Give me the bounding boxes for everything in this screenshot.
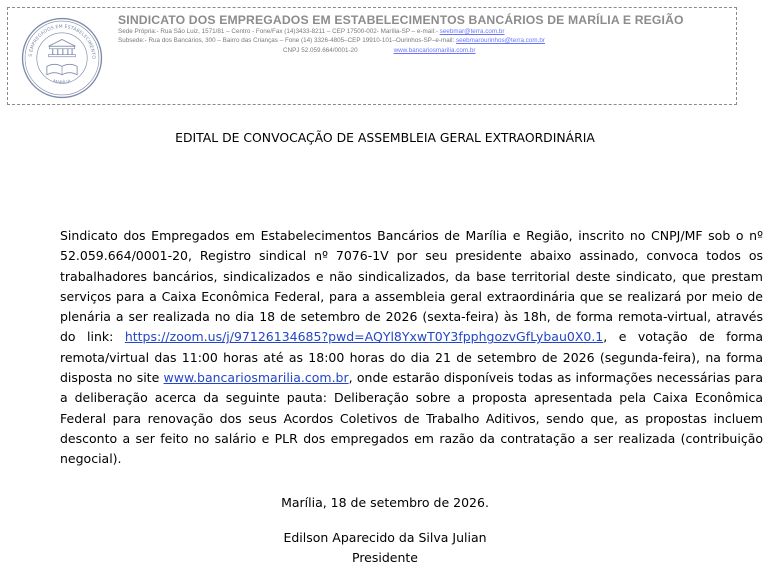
- headquarters-address: [118, 27, 732, 36]
- svg-text:MARÍLIA: [52, 78, 72, 86]
- cnpj-line: [118, 46, 732, 55]
- notice-body-part3: , onde estarão disponíveis todas as informações necessárias para a deliberação acerca da seguinte pauta: Deliberação sobre a proposta apresentada pela Caixa Econômica Federal para renovação dos seus Acordos Coletivos de Trabalho Aditivos, sendo que, as propostas incluem desconto a ser feito no salário e PLR dos empregados em razão da contratação a ser realizada (contribuição negocial).: [60, 370, 763, 467]
- notice-body-part2: , e votação de forma remota/virtual das 11:00 horas até as 18:00 horas do dia 21 de setembro de 2026 (segunda-feira), na forma disposta no site: [60, 329, 763, 386]
- branch-address-text: Subsede:- Rua dos Bancários, 300 – Bairro das Crianças – Fone (14) 3326-4805–CEP 19910-101–Ourinhos-SP–e-mail:: [118, 37, 457, 45]
- seal-bottom-text: MARÍLIA: [52, 79, 72, 86]
- place-and-date: Marília, 18 de setembro de 2026.: [281, 495, 489, 510]
- letterhead: [7, 7, 737, 105]
- headquarters-email-link[interactable]: seebmar@terra.com.br: [439, 28, 505, 35]
- branch-address: [118, 36, 732, 45]
- headquarters-address-text: Sede Própria:- Rua São Luiz, 1571/81 – Centro - Fone/Fax (14)3433-8211 – CEP 17500-002- Marília-SP – e-mail:-: [118, 28, 440, 35]
- notice-body: [60, 226, 763, 470]
- union-seal-logo: [20, 16, 104, 100]
- notice-title: EDITAL DE CONVOCAÇÃO DE ASSEMBLEIA GERAL EXTRAORDINÁRIA: [175, 130, 595, 145]
- notice-body-part1: Sindicato dos Empregados em Estabelecimentos Bancários de Marília e Região, inscrito no CNPJ/MF sob o nº 52.059.664/0001-20, Registro sindical nº 7076-1V por seu presidente abaixo assinado, convoca todos os trabalhadores bancários, sindicalizados e não sindicalizados, da base territorial deste sindicato, que prestam serviços para a Caixa Econômica Federal, para a assembleia geral extraordinária que se realizará por meio de plenária a ser realizada no dia 18 de setembro de 2026 (sexta-feira) às 18h, de forma remota-virtual, através do link:: [60, 228, 763, 345]
- signer-name: Edilson Aparecido da Silva Julian: [283, 530, 487, 545]
- voting-site-link[interactable]: www.bancariosmarilia.com.br: [163, 370, 349, 386]
- branch-email-link[interactable]: seebmarourinhos@terra.com.br: [456, 37, 546, 45]
- cnpj-number: CNPJ 52.059.664/0001-20: [283, 46, 358, 54]
- letterhead-website-link[interactable]: www.bancariosmarilia.com.br: [393, 46, 476, 54]
- union-name-heading: SINDICATO DOS EMPREGADOS EM ESTABELECIMENTOS BANCÁRIOS DE MARÍLIA E REGIÃO: [118, 13, 684, 27]
- signer-role: Presidente: [352, 550, 418, 565]
- zoom-meeting-link[interactable]: https://zoom.us/j/97126134685?pwd=AQYl8YxwT0Y3fpphgozvGfLybau0X0.1: [124, 329, 604, 345]
- seal-top-text: S EMPREGADOS EM ESTABELECIMENTO: [28, 24, 96, 60]
